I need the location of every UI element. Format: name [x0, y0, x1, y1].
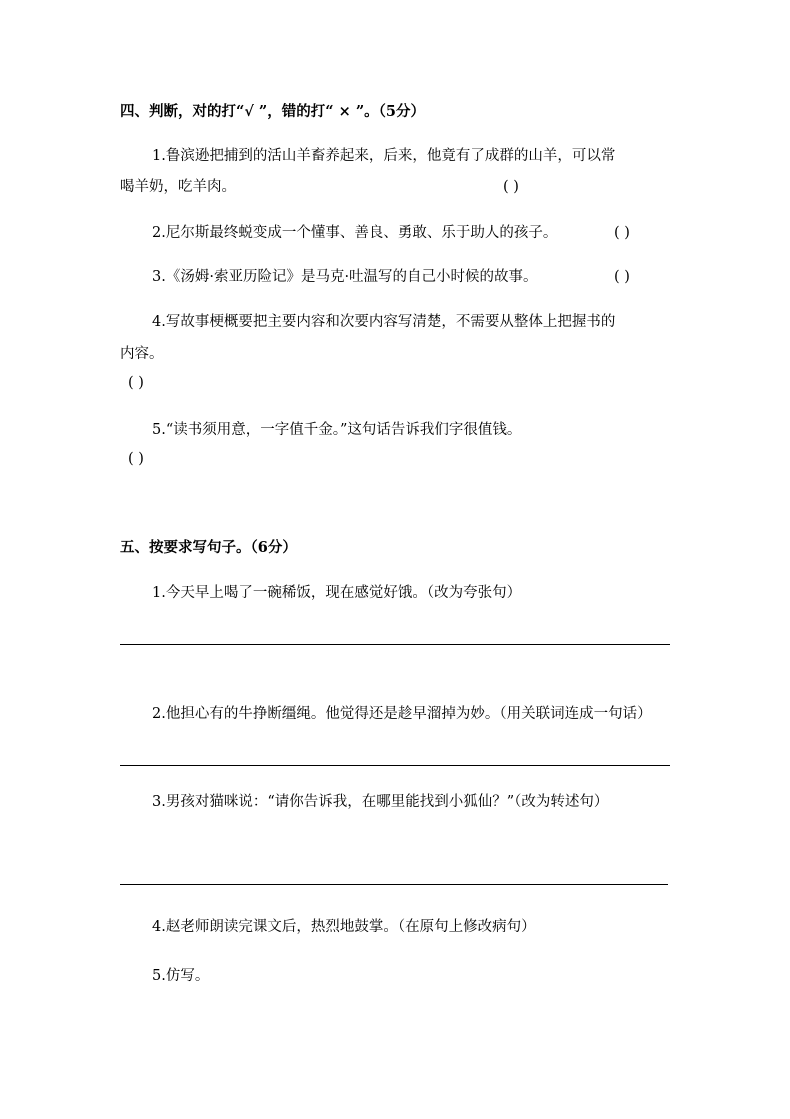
s4-q4-line1: 4.写故事梗概要把主要内容和次要内容写清楚，不需要从整体上把握书的 — [152, 314, 616, 330]
s4-q4-answer-blank[interactable]: ( ) — [128, 375, 144, 391]
s4-q3-answer-blank[interactable]: ( ) — [614, 269, 630, 285]
s5-q2-answer-line[interactable] — [120, 765, 670, 766]
s4-q1-line1: 1.鲁滨逊把捕到的活山羊畜养起来，后来，他竟有了成群的山羊，可以常 — [152, 148, 616, 164]
s4-q4-line2: 内容。 — [120, 346, 164, 362]
s5-q1-text: 1.今天早上喝了一碗稀饭，现在感觉好饿。（改为夸张句） — [152, 585, 522, 601]
s4-q5-text: 5.“读书须用意，一字值千金。”这句话告诉我们字很值钱。 — [152, 422, 522, 438]
section4-heading: 四、判断，对的打“√ ”，错的打“ × ”。（5分） — [120, 103, 426, 120]
s4-q2-text: 2.尼尔斯最终蜕变成一个懂事、善良、勇敢、乐于助人的孩子。 — [152, 225, 558, 241]
section5-heading: 五、按要求写句子。（6分） — [120, 539, 297, 556]
s4-q2-answer-blank[interactable]: ( ) — [614, 225, 630, 241]
s5-q4-text: 4.赵老师朗读完课文后，热烈地鼓掌。（在原句上修改病句） — [152, 919, 536, 935]
s4-q3-text: 3.《汤姆·索亚历险记》是马克·吐温写的自己小时候的故事。 — [152, 269, 538, 285]
s5-q1-answer-line[interactable] — [120, 644, 670, 645]
s5-q3-text: 3.男孩对猫咪说：“请你告诉我，在哪里能找到小狐仙？”（改为转述句） — [152, 794, 609, 810]
s5-q3-answer-line[interactable] — [120, 884, 668, 885]
s4-q5-answer-blank[interactable]: ( ) — [128, 451, 144, 467]
s5-q2-text: 2.他担心有的牛挣断缰绳。他觉得还是趁早溜掉为妙。（用关联词连成一句话） — [152, 706, 652, 722]
s5-q5-text: 5.仿写。 — [152, 968, 210, 984]
s4-q1-answer-blank[interactable]: ( ) — [503, 179, 519, 195]
s4-q1-line2: 喝羊奶，吃羊肉。 — [120, 179, 236, 195]
